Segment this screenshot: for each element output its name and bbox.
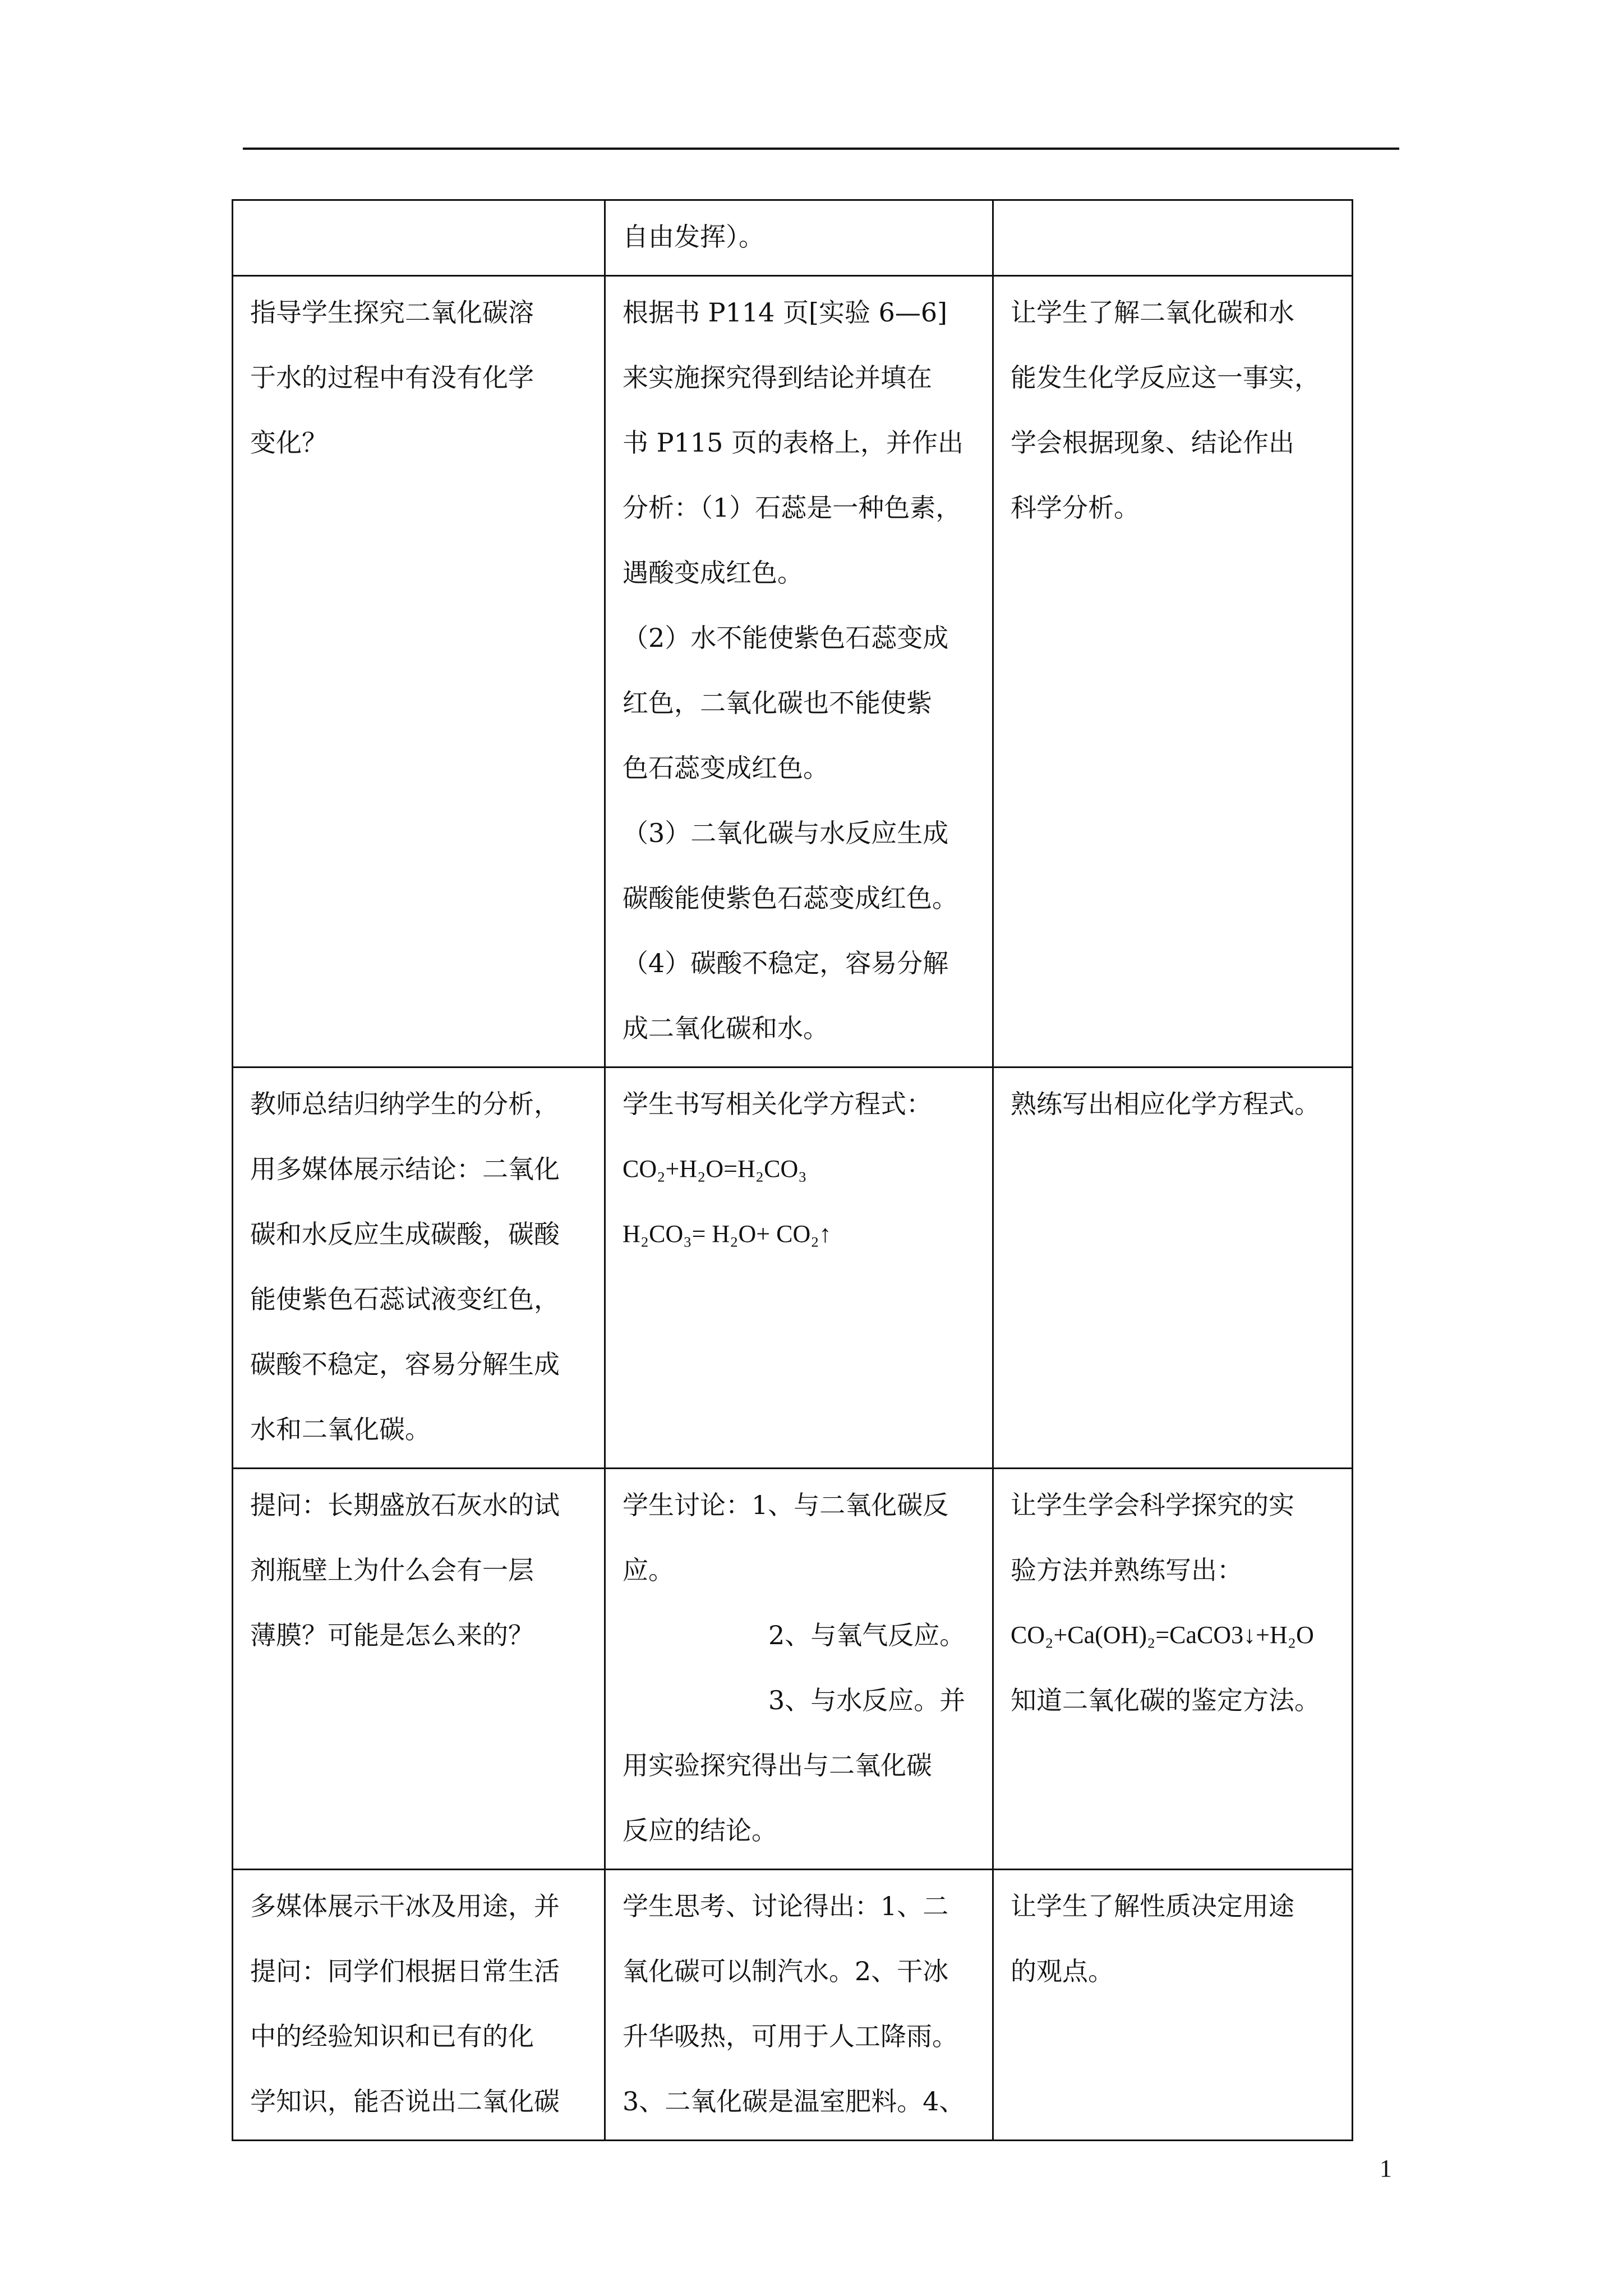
design-intent-cell xyxy=(993,1469,1353,1870)
design-intent-cell xyxy=(993,200,1353,276)
table-row xyxy=(233,1469,1353,1870)
text-line: 剂瓶壁上为什么会有一层 xyxy=(250,1555,534,1585)
text-line: 于水的过程中有没有化学 xyxy=(250,362,534,393)
text-line: 能发生化学反应这一事实， xyxy=(1011,362,1320,393)
text-line: 来实施探究得到结论并填在 xyxy=(623,362,932,393)
text-line: 让学生了解二氧化碳和水 xyxy=(1011,297,1294,328)
text-line: 成二氧化碳和水。 xyxy=(623,1013,829,1043)
text-line: 指导学生探究二氧化碳溶 xyxy=(250,297,534,328)
text-line: 分析：（1）石蕊是一种色素， xyxy=(623,493,962,523)
text-line: 氧化碳可以制汽水。2、干冰 xyxy=(623,1956,949,1986)
text-line: 用实验探究得出与二氧化碳 xyxy=(623,1750,932,1780)
text-line: 学生讨论：1、与二氧化碳反 xyxy=(623,1490,949,1520)
text-line: 学知识，能否说出二氧化碳 xyxy=(250,2086,560,2116)
text-line: 验方法并熟练写出： xyxy=(1011,1555,1243,1585)
chemical-equation: CO₂+H₂O=H₂CO₃ xyxy=(623,1155,807,1182)
text-line: 水和二氧化碳。 xyxy=(250,1414,431,1444)
text-line: 多媒体展示干冰及用途，并 xyxy=(250,1891,560,1921)
text-line: 变化？ xyxy=(250,427,328,458)
teacher-activity-cell xyxy=(233,1469,605,1870)
text-line: 碳和水反应生成碳酸，碳酸 xyxy=(250,1219,560,1249)
text-line: 书 P115 页的表格上，并作出 xyxy=(623,427,963,458)
text-line: 根据书 P114 页[实验 6—6] xyxy=(623,297,948,328)
student-activity-cell xyxy=(605,1870,993,2141)
text-line: 红色，二氧化碳也不能使紫 xyxy=(623,688,932,718)
text-line: 教师总结归纳学生的分析， xyxy=(250,1089,560,1119)
chemical-equation: CO₂+Ca(OH)₂=CaCO3↓+H₂O xyxy=(1011,1621,1314,1649)
chemical-equation: H₂CO₃= H₂O+ CO₂↑ xyxy=(623,1220,832,1248)
text-line: 中的经验知识和已有的化 xyxy=(250,2021,534,2051)
student-activity-cell xyxy=(605,276,993,1068)
text-line: 反应的结论。 xyxy=(623,1815,777,1846)
student-activity-cell xyxy=(605,1469,993,1870)
table-row xyxy=(233,1870,1353,2141)
design-intent-cell xyxy=(993,1068,1353,1469)
text-line: 让学生学会科学探究的实 xyxy=(1011,1490,1294,1520)
student-activity-cell xyxy=(605,1068,993,1469)
text-line: 的观点。 xyxy=(1011,1956,1114,1986)
text-line: 提问：长期盛放石灰水的试 xyxy=(250,1490,560,1520)
text-line: 2、与氧气反应。 xyxy=(768,1620,966,1650)
text-line: 碳酸不稳定，容易分解生成 xyxy=(250,1349,560,1379)
text-line: （2）水不能使紫色石蕊变成 xyxy=(623,623,949,653)
text-line: 学生书写相关化学方程式： xyxy=(623,1089,932,1119)
text-line: 学生思考、讨论得出：1、二 xyxy=(623,1891,949,1921)
teacher-activity-cell xyxy=(233,1068,605,1469)
table-row xyxy=(233,1068,1353,1469)
text-line: 提问：同学们根据日常生活 xyxy=(250,1956,560,1986)
teacher-activity-cell xyxy=(233,276,605,1068)
student-activity-cell xyxy=(605,200,993,276)
teacher-activity-cell xyxy=(233,1870,605,2141)
page-number: 1 xyxy=(1380,2155,1392,2182)
table-row xyxy=(233,200,1353,276)
text-line: （3）二氧化碳与水反应生成 xyxy=(623,818,949,848)
text-line: 用多媒体展示结论：二氧化 xyxy=(250,1154,560,1184)
text-line: 碳酸能使紫色石蕊变成红色。 xyxy=(623,883,958,913)
text-line: 应。 xyxy=(623,1555,674,1585)
text-line: 熟练写出相应化学方程式。 xyxy=(1011,1089,1320,1119)
text-line: 知道二氧化碳的鉴定方法。 xyxy=(1011,1685,1320,1715)
text-line: 能使紫色石蕊试液变红色， xyxy=(250,1284,560,1314)
text-line: 让学生了解性质决定用途 xyxy=(1011,1891,1294,1921)
text-line: 学会根据现象、结论作出 xyxy=(1011,427,1294,458)
design-intent-cell xyxy=(993,276,1353,1068)
text-line: 遇酸变成红色。 xyxy=(623,558,803,588)
text-line: 3、与水反应。并 xyxy=(768,1685,966,1715)
text-line: 色石蕊变成红色。 xyxy=(623,753,829,783)
text-line: 科学分析。 xyxy=(1011,493,1140,523)
text-line: 升华吸热，可用于人工降雨。 xyxy=(623,2021,958,2051)
lesson-plan-table xyxy=(232,199,1353,2141)
text-line: 自由发挥）。 xyxy=(623,222,764,252)
design-intent-cell xyxy=(993,1870,1353,2141)
teacher-activity-cell xyxy=(233,200,605,276)
text-line: 3、二氧化碳是温室肥料。4、 xyxy=(623,2086,965,2116)
table-row xyxy=(233,276,1353,1068)
text-line: 薄膜？可能是怎么来的？ xyxy=(250,1620,534,1650)
text-line: （4）碳酸不稳定，容易分解 xyxy=(623,948,949,978)
header-rule xyxy=(243,148,1399,150)
